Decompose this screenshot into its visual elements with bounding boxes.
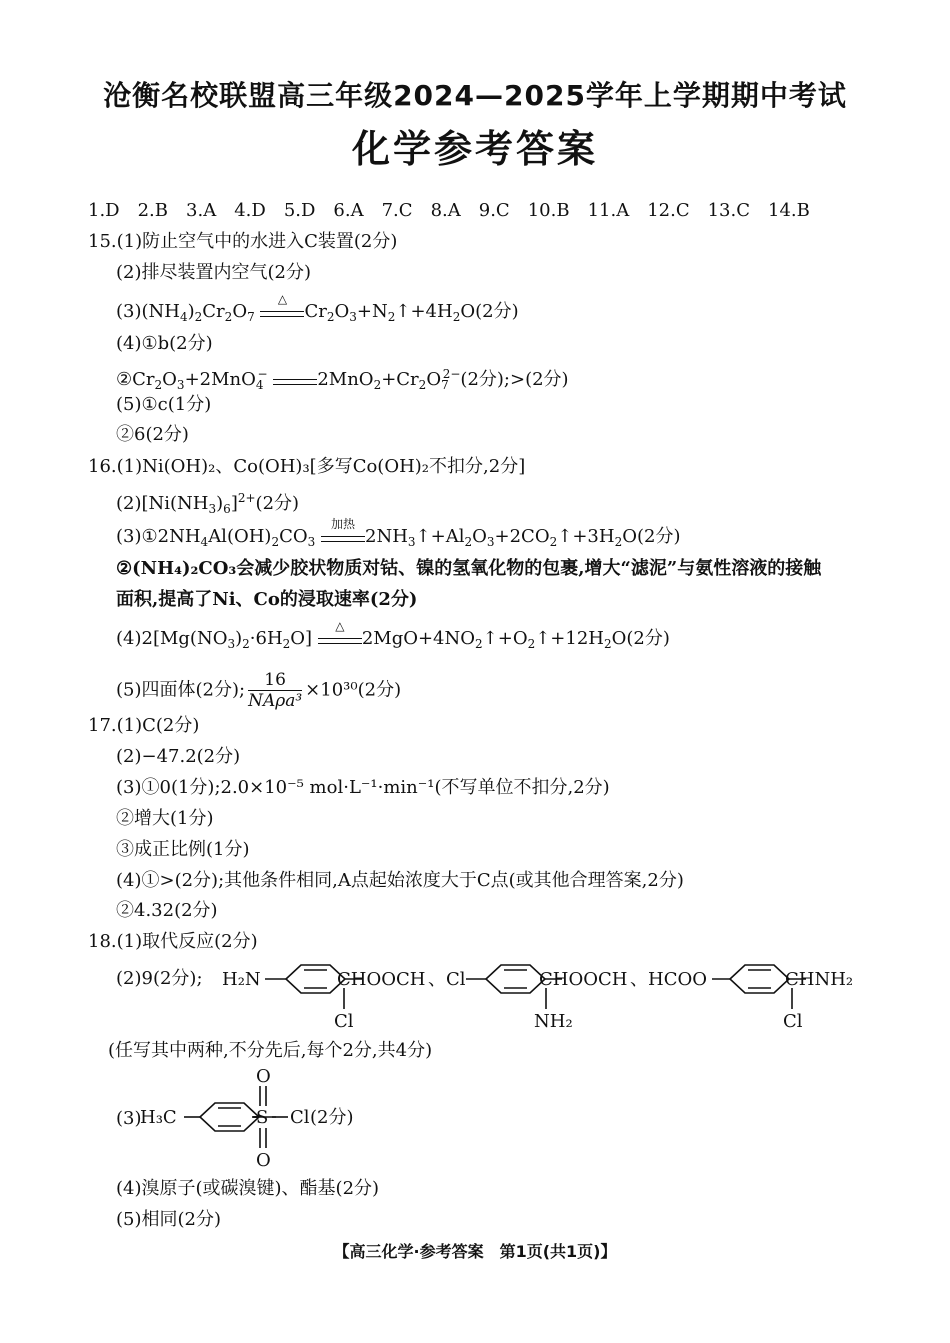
ts-oxygen-top: O: [256, 1066, 271, 1087]
heat-arrow: △: [318, 635, 362, 644]
isomer-structures: [0, 945, 950, 1040]
mc-answer: 4.D: [234, 200, 266, 221]
q17-part4-2: ②4.32(2分): [116, 900, 218, 921]
q15-part3-equation: $(3)(NH_4)_2Cr_2O_7$ △ $Cr_2O_3+N_2↑+4H_2O(2$分): [116, 291, 519, 324]
ts-chlorine: Cl: [290, 1107, 310, 1128]
q16-part1: 16.(1)Ni(OH)₂、Co(OH)₃[多写Co(OH)₂不扣分,2分]: [88, 456, 526, 477]
q18-part3-label: (3): [116, 1108, 142, 1129]
ts-score: (2分): [310, 1107, 354, 1128]
q16-part2: $(2)[Ni(NH_3)_6]^{2+}(2$分): [116, 491, 300, 516]
answer-subtitle: 化学参考答案: [351, 127, 598, 171]
mol3-right: CHNH₂: [785, 969, 854, 990]
mol2-left: Cl: [446, 969, 466, 990]
mc-answer: 1.D: [88, 200, 120, 221]
q18-part4: (4)溴原子(或碳溴键)、酯基(2分): [116, 1178, 380, 1199]
ts-sulfur: S: [256, 1107, 269, 1128]
q17-part4-1: (4)①>(2分);其他条件相同,A点起始浓度大于C点(或其他合理答案,2分): [116, 870, 684, 891]
mc-answer: 5.D: [283, 200, 316, 221]
mc-answer: 10.B: [527, 200, 570, 221]
sep: 、: [630, 969, 648, 990]
mc-answer: 7.C: [381, 200, 413, 221]
mol1-sub: Cl: [334, 1011, 354, 1032]
tosyl-chloride-structure: [140, 1062, 440, 1172]
density-fraction: $\frac{16}{\text{NAρa³}}$: [248, 670, 303, 711]
q17-part3-2: ②增大(1分): [116, 808, 214, 829]
mc-answer: 13.C: [707, 200, 750, 221]
mc-answer: 3.A: [186, 200, 217, 221]
q18-part2-label: (2)9(2分);: [116, 968, 203, 989]
mc-answer: 2.B: [137, 200, 169, 221]
benzene-ring: [200, 1103, 259, 1131]
q15-part5-1: (5)①c(1分): [116, 394, 212, 415]
multiple-choice-answers: [88, 199, 828, 223]
q15-part5-2: ②6(2分): [116, 424, 189, 445]
q17-part2: (2)−47.2(2分): [116, 746, 241, 767]
mol1-right: CHOOCH: [337, 969, 426, 990]
mc-answer: 6.A: [333, 200, 364, 221]
mol2-right: CHOOCH: [539, 969, 628, 990]
q16-part4-equation: $(4)2[Mg(NO_3)_2\cdot 6H_2O]$ △ $2MgO+4NO_2↑+O_2↑+12H_2O(2$分): [116, 618, 670, 651]
mc-answer: 8.A: [430, 200, 461, 221]
heat-arrow: 加热: [321, 533, 365, 542]
ts-oxygen-bottom: O: [256, 1150, 271, 1171]
q18-part2-note: (任写其中两种,不分先后,每个2分,共4分): [108, 1040, 433, 1061]
q18-part5: (5)相同(2分): [116, 1209, 221, 1230]
mol2-sub: NH₂: [534, 1011, 573, 1032]
q15-part2: (2)排尽装置内空气(2分): [116, 262, 311, 283]
mc-answer: 11.A: [587, 200, 630, 221]
q16-part3-equation: $(3)①2NH_4Al(OH)_2CO_3$ 加热 $2NH_3↑+Al_2O_3+2CO_2↑+3H_2O(2$分): [116, 516, 681, 549]
q17-part1: 17.(1)C(2分): [88, 715, 200, 736]
q16-part3-2-line1: ②(NH₄)₂CO₃会减少胶状物质对钴、镍的氢氧化物的包裹,增大“滤泥”与氨性溶液的接触: [116, 558, 822, 579]
mc-answer: 9.C: [478, 200, 510, 221]
ts-methyl: H₃C: [140, 1107, 177, 1128]
q16-part3-2-line2: 面积,提高了Ni、Co的浸取速率(2分): [116, 589, 418, 610]
mol1-left: H₂N: [222, 969, 261, 990]
q15-part4-2-equation: $②Cr_2O_3+2MnO_4^-$ $2MnO_2+Cr_2O_7^{2-}(2$分);>(2分): [116, 367, 569, 392]
mol3-left: HCOO: [648, 969, 707, 990]
q18-part1: 18.(1)取代反应(2分): [88, 931, 258, 952]
page-footer: 【高三化学·参考答案 第1页(共1页)】: [333, 1242, 617, 1261]
q17-part3-1: (3)①0(1分);2.0×10⁻⁵ mol·L⁻¹·min⁻¹(不写单位不扣分,2分): [116, 777, 610, 798]
heat-arrow: △: [260, 308, 304, 317]
mol3-sub: Cl: [783, 1011, 803, 1032]
q15-part1: 15.(1)防止空气中的水进入C装置(2分): [88, 231, 398, 252]
exam-title: 沧衡名校联盟高三年级2024—2025学年上学期期中考试: [103, 79, 847, 112]
q16-part5: (5)四面体(2分); $\frac{16}{\text{NAρa³}}$ ×10³⁰(2分): [116, 670, 402, 711]
mc-answer: 12.C: [647, 200, 690, 221]
q17-part3-3: ③成正比例(1分): [116, 839, 250, 860]
sep: 、: [428, 969, 446, 990]
mc-answer: 14.B: [768, 200, 810, 221]
q15-part4-1: (4)①b(2分): [116, 333, 213, 354]
equals-arrow: [273, 376, 317, 385]
